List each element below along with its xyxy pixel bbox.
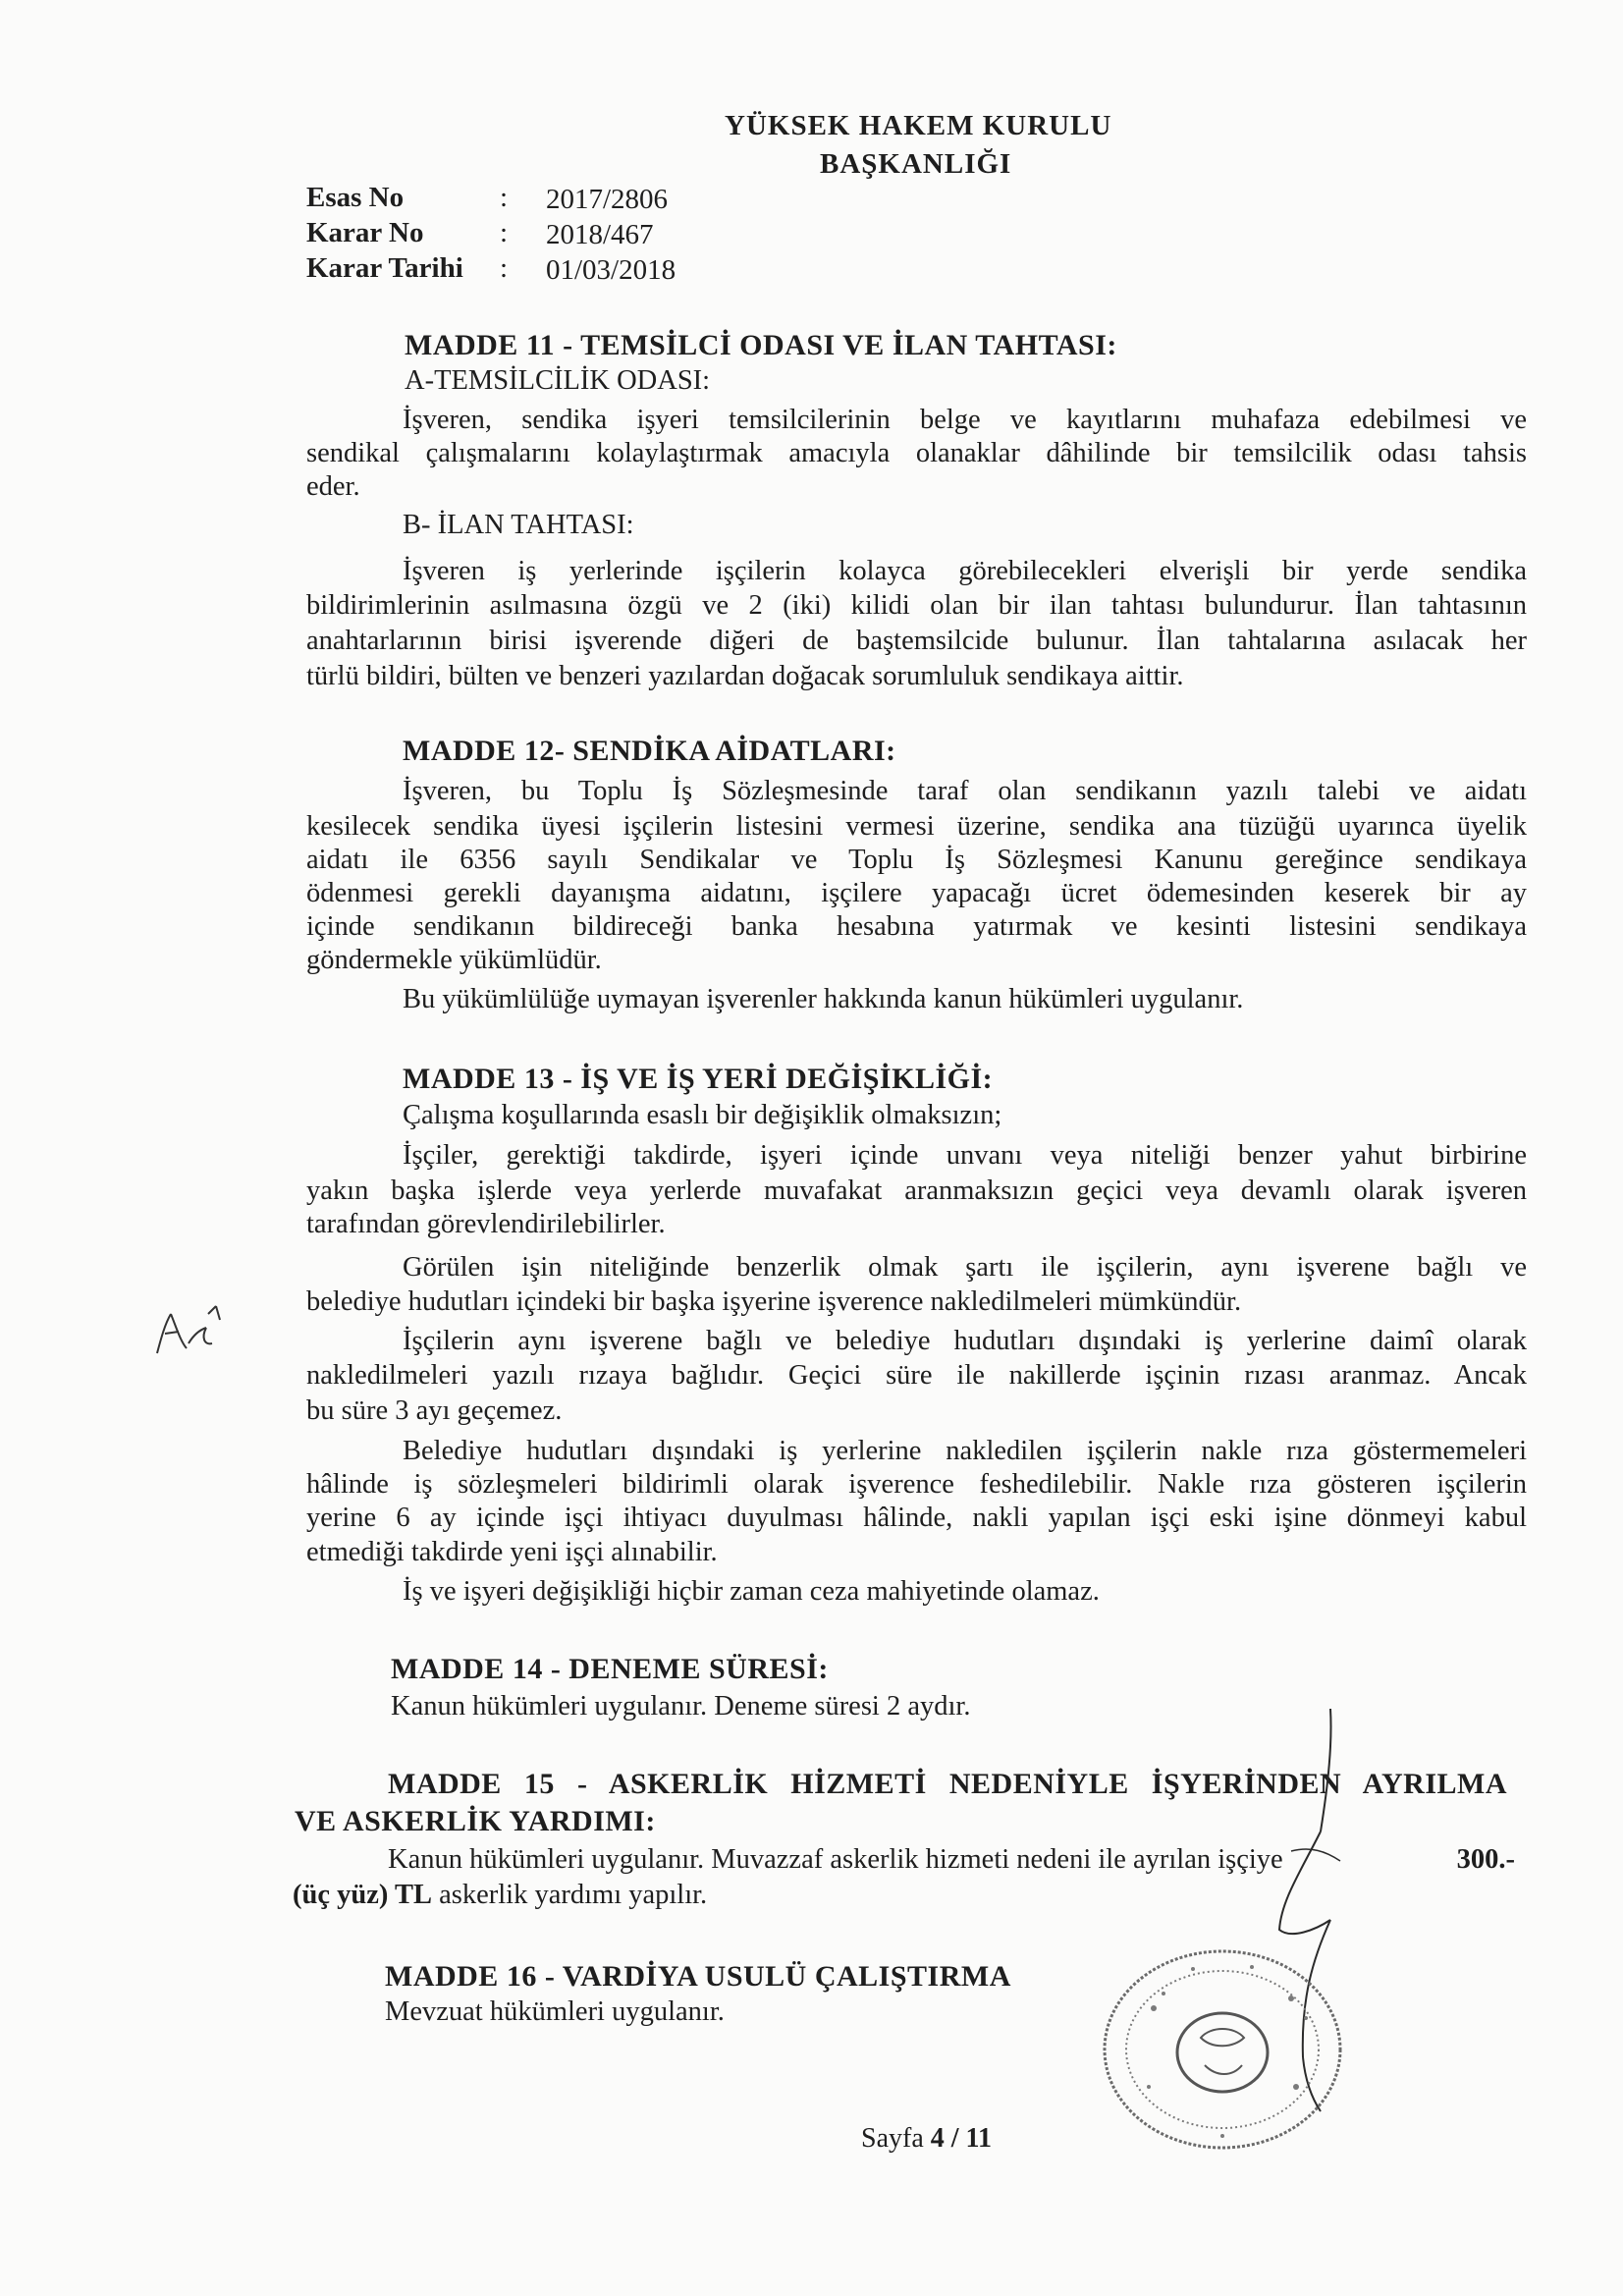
madde-12-line4: ödenmesi gerekli dayanışma aidatını, işçilere yapacağı ücret ödemesinden keserek bir ay — [306, 878, 1527, 908]
madde-12-line2: kesilecek sendika üyesi işçilerin listesini vermesi üzerine, sendika ana tüzüğü uyarınca üyelik — [306, 811, 1527, 842]
madde-16-line1: Mevzuat hükümleri uygulanır. — [385, 1996, 725, 2027]
madde-13-line8: nakledilmeleri yazılı rızaya bağlıdır. Geçici süre ile nakillerde işçinin rızası aranmaz. Ancak — [306, 1360, 1527, 1391]
madde-13-line3: yakın başka işlerde veya yerlerde muvafakat aranmaksızın geçici veya devamlı olarak işveren — [306, 1175, 1527, 1206]
madde-13-line9: bu süre 3 ayı geçemez. — [306, 1395, 563, 1426]
madde-11-subheading-a: A-TEMSİLCİLİK ODASI: — [405, 365, 711, 396]
madde-13-line10: Belediye hudutları dışındaki iş yerlerine nakledilen işçilerin nakle rıza göstermemeleri — [403, 1436, 1527, 1466]
madde-14-line1: Kanun hükümleri uygulanır. Deneme süresi 2 aydır. — [391, 1691, 971, 1722]
karar-no-colon: : — [500, 217, 509, 248]
org-name-line2: BAŞKANLIĞI — [820, 148, 1012, 180]
madde-11-a-line2: sendikal çalışmalarını kolaylaştırmak amacıyla olanaklar dâhilinde bir temsilcilik odası tahsis — [306, 438, 1527, 468]
madde-12-line3: aidatı ile 6356 sayılı Sendikalar ve Toplu İş Sözleşmesi Kanunu gereğince sendikaya — [306, 845, 1527, 875]
madde-15-line1-text: Kanun hükümleri uygulanır. Muvazzaf askerlik hizmeti nedeni ile ayrılan işçiye — [388, 1844, 1283, 1875]
page-number — [861, 2123, 992, 2155]
madde-15-amount-words: (üç yüz) TL — [293, 1880, 432, 1910]
madde-15-heading-line1: MADDE 15 - ASKERLİK HİZMETİ NEDENİYLE İŞYERİNDEN AYRILMA — [388, 1768, 1507, 1800]
karar-tarihi-label: Karar Tarihi — [306, 252, 463, 284]
madde-11-b-line2: bildirimlerinin asılmasına özgü ve 2 (iki) kilidi olan bir ilan tahtası bulundurur. İlan tahtasının — [306, 590, 1527, 621]
madde-15-amount: 300.- — [1456, 1844, 1515, 1875]
madde-16-heading: MADDE 16 - VARDİYA USULÜ ÇALIŞTIRMA — [385, 1960, 1011, 1993]
madde-13-line12: yerine 6 ay içinde işçi ihtiyacı duyulması hâlinde, nakli yapılan işçi eski işine dönmeyi kabul — [306, 1503, 1527, 1533]
esas-no-label: Esas No — [306, 182, 405, 213]
madde-11-a-line3: eder. — [306, 471, 360, 502]
madde-13-line2: İşçiler, gerektiği takdirde, işyeri içinde unvanı veya niteliği benzer yahut birbirine — [403, 1140, 1527, 1171]
org-name-line1: YÜKSEK HAKEM KURULU — [725, 110, 1112, 141]
karar-tarihi-colon: : — [500, 252, 509, 284]
esas-no-value: 2017/2806 — [546, 184, 669, 215]
madde-12-line7: Bu yükümlülüğe uymayan işverenler hakkında kanun hükümleri uygulanır. — [403, 984, 1244, 1014]
madde-12-line5: içinde sendikanın bildireceği banka hesabına yatırmak ve kesinti listesini sendikaya — [306, 911, 1527, 942]
madde-13-line13: etmediği takdirde yeni işçi alınabilir. — [306, 1537, 718, 1567]
madde-11-b-line3: anahtarlarının birisi işverende diğeri de baştemsilcide bulunur. İlan tahtalarına asılacak her — [306, 626, 1527, 656]
madde-15-heading-line2: VE ASKERLİK YARDIMI: — [295, 1805, 656, 1837]
madde-11-heading: MADDE 11 - TEMSİLCİ ODASI VE İLAN TAHTASI: — [405, 329, 1117, 361]
madde-13-line1: Çalışma koşullarında esaslı bir değişiklik olmaksızın; — [403, 1100, 1002, 1130]
madde-11-b-line4: türlü bildiri, bülten ve benzeri yazılardan doğacak sorumluluk sendikaya aittir. — [306, 661, 1184, 691]
karar-no-value: 2018/467 — [546, 219, 654, 250]
madde-13-line4: tarafından görevlendirilebilirler. — [306, 1209, 666, 1239]
madde-13-heading: MADDE 13 - İŞ VE İŞ YERİ DEĞİŞİKLİĞİ: — [403, 1063, 994, 1095]
madde-12-line1: İşveren, bu Toplu İş Sözleşmesinde taraf olan sendikanın yazılı talebi ve aidatı — [403, 776, 1527, 806]
madde-12-heading: MADDE 12- SENDİKA AİDATLARI: — [403, 735, 896, 767]
karar-tarihi-value: 01/03/2018 — [546, 254, 676, 286]
karar-no-label: Karar No — [306, 217, 424, 248]
page-prefix: Sayfa — [861, 2123, 924, 2154]
madde-15-line2-text: askerlik yardımı yapılır. — [439, 1880, 708, 1910]
madde-13-line6: belediye hudutları içindeki bir başka işyerine işverence nakledilmeleri mümkündür. — [306, 1286, 1242, 1317]
madde-13-line7: İşçilerin aynı işverene bağlı ve belediye hudutları dışındaki iş yerlerine daimî olarak — [403, 1326, 1527, 1356]
esas-no-colon: : — [500, 182, 509, 213]
madde-13-line14: İş ve işyeri değişikliği hiçbir zaman ceza mahiyetinde olamaz. — [403, 1576, 1100, 1607]
madde-12-line6: göndermekle yükümlüdür. — [306, 945, 602, 975]
madde-11-a-line1: İşveren, sendika işyeri temsilcilerinin belge ve kayıtlarını muhafaza edebilmesi ve — [403, 405, 1527, 435]
madde-11-subheading-b: B- İLAN TAHTASI: — [403, 510, 634, 540]
page-count: 4 / 11 — [930, 2123, 992, 2154]
handwritten-initials — [147, 1294, 226, 1363]
madde-15-line2 — [293, 1880, 707, 1911]
madde-14-heading: MADDE 14 - DENEME SÜRESİ: — [391, 1653, 829, 1685]
madde-13-line11: hâlinde iş sözleşmeleri bildirimli olarak işverence feshedilebilir. Nakle rıza gösteren işçilerin — [306, 1469, 1527, 1500]
madde-13-line5: Görülen işin niteliğinde benzerlik olmak şartı ile işçilerin, aynı işverene bağlı ve — [403, 1252, 1527, 1283]
official-seal-stamp — [1095, 1940, 1360, 2156]
madde-11-b-line1: İşveren iş yerlerinde işçilerin kolayca görebilecekleri elverişli bir yerde sendika — [403, 556, 1527, 586]
